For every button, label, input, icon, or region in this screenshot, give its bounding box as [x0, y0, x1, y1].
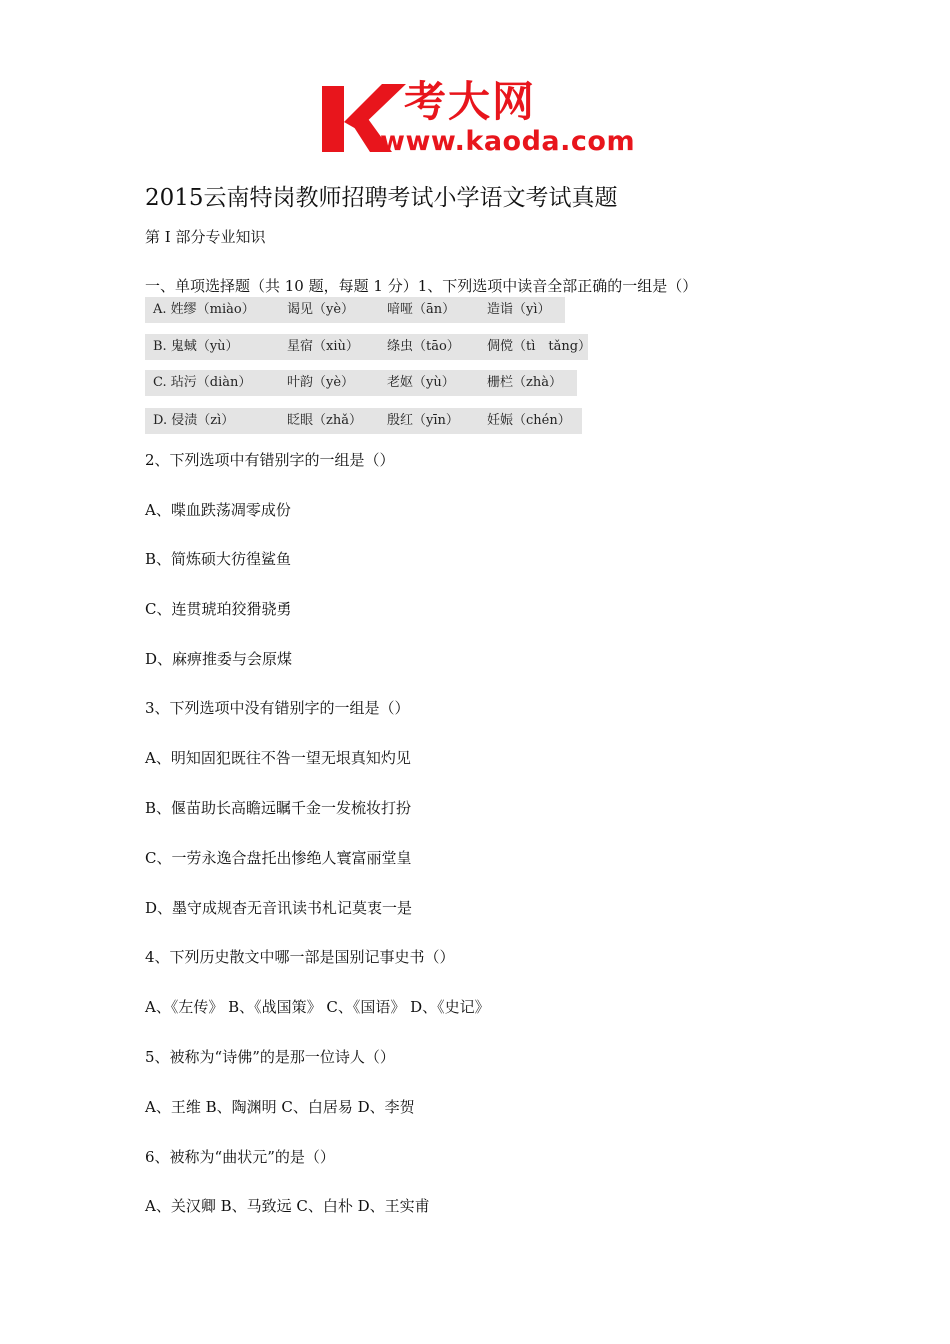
answer-option: C、一劳永逸合盘托出惨绝人寰富丽堂皇: [145, 849, 412, 867]
q1-option-a-item: A. 姓缪（miào）: [153, 302, 255, 317]
q1-option-a-item: 造诣（yì）: [487, 302, 551, 317]
answer-option: B、偃苗助长高瞻远瞩千金一发梳妆打扮: [145, 799, 412, 817]
logo-chinese-text: 考大网: [404, 77, 537, 126]
section-heading: 第 I 部分专业知识: [145, 228, 266, 246]
q1-option-d-item: 眨眼（zhǎ）: [287, 413, 362, 428]
q1-option-b-item: 倜傥（tì tǎng）: [487, 339, 592, 354]
q1-option-b-item: 星宿（xiù）: [287, 339, 359, 354]
answer-option: C、连贯琥珀狡猾骁勇: [145, 600, 292, 618]
q1-option-a-item: 谒见（yè）: [287, 302, 355, 317]
q1-option-c-item: 老妪（yù）: [387, 375, 455, 390]
answer-option: D、墨守成规杳无音讯读书札记莫衷一是: [145, 899, 413, 917]
q1-option-c: [145, 370, 577, 396]
answer-option: D、麻痹推委与会原煤: [145, 650, 293, 668]
q1-option-b: [145, 334, 592, 360]
q1-option-d-item: 殷红（yīn）: [387, 413, 459, 428]
q1-option-c-item: 叶韵（yè）: [287, 375, 355, 390]
q1-option-b-item: B. 鬼蜮（yù）: [153, 339, 239, 354]
answer-option: A、关汉卿 B、马致远 C、白朴 D、王实甫: [145, 1197, 430, 1215]
q1-option-c-item: C. 玷污（diàn）: [153, 375, 252, 390]
answer-option: A、《左传》 B、《战国策》 C、《国语》 D、《史记》: [145, 998, 490, 1016]
q1-option-d: [145, 408, 582, 434]
question-text: 6、被称为“曲状元”的是（）: [145, 1148, 335, 1166]
answer-option: A、王维 B、陶渊明 C、白居易 D、李贺: [145, 1098, 415, 1116]
question-text: 4、下列历史散文中哪一部是国别记事史书（）: [145, 948, 455, 966]
q1-option-a: [145, 297, 565, 323]
question-text: 5、被称为“诗佛”的是那一位诗人（）: [145, 1048, 395, 1066]
q1-option-d-item: 妊娠（chén）: [487, 413, 571, 428]
answer-option: A、明知固犯既往不咎一望无垠真知灼见: [145, 749, 411, 767]
logo-url-text: www.kaoda.com: [380, 126, 636, 157]
question-1: 一、单项选择题（共 10 题，每题 1 分）1、下列选项中读音全部正确的一组是（）: [145, 277, 698, 295]
q1-option-b-item: 绦虫（tāo）: [387, 339, 460, 354]
answer-option: B、简炼硕大彷徨鲨鱼: [145, 550, 292, 568]
question-text: 2、下列选项中有错别字的一组是（）: [145, 451, 395, 469]
kaoda-logo: [318, 78, 638, 160]
page-title: 2015云南特岗教师招聘考试小学语文考试真题: [145, 185, 618, 211]
question-text: 3、下列选项中没有错别字的一组是（）: [145, 699, 410, 717]
q1-option-d-item: D. 侵渍（zì）: [153, 413, 235, 428]
answer-option: A、喋血跌荡凋零成份: [145, 501, 291, 519]
q1-option-c-item: 栅栏（zhà）: [487, 375, 562, 390]
q1-option-a-item: 喑哑（ān）: [387, 302, 456, 317]
